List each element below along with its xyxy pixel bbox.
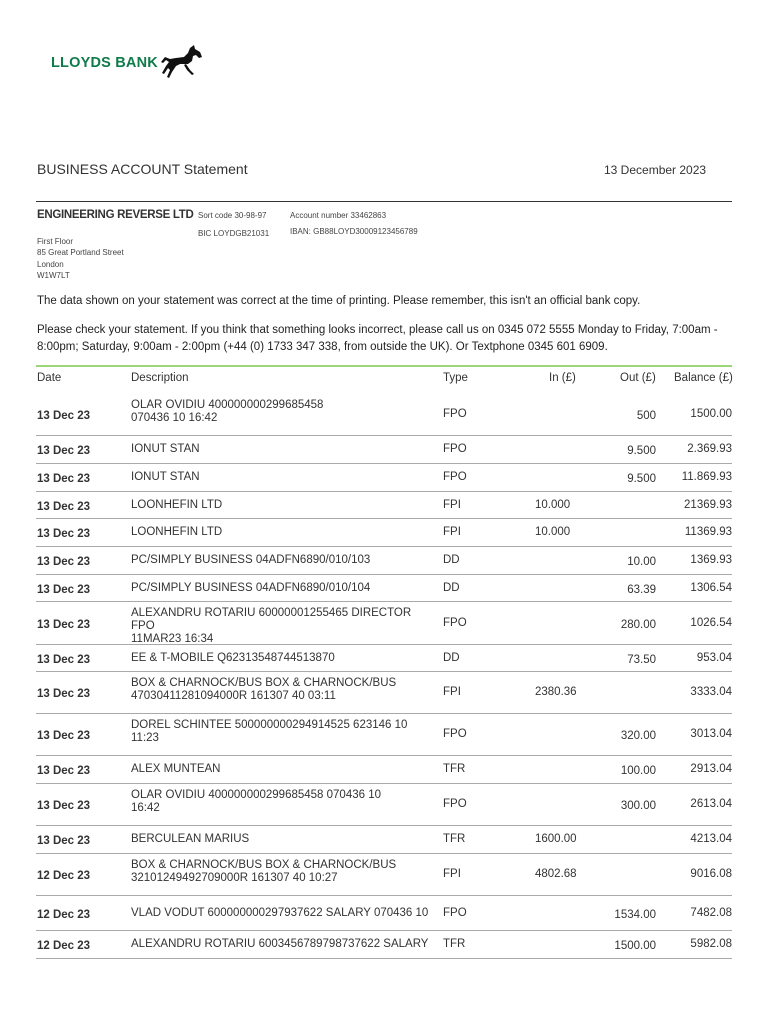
accuracy-notice: The data shown on your statement was correct at the time of printing. Please remember, this isn't an official bank copy. [37, 295, 641, 307]
table-row [36, 713, 732, 756]
row-description: LOONHEFIN LTD [131, 526, 223, 538]
row-description: IONUT STAN [131, 471, 200, 483]
row-date: 12 Dec 23 [37, 908, 91, 921]
row-description: ALEXANDRU ROTARIU 6003456789798737622 SALARY [131, 938, 429, 950]
row-date: 13 Dec 23 [37, 688, 91, 700]
bic: BIC LOYDGB21031 [198, 229, 270, 238]
table-row [36, 825, 732, 854]
table-row [36, 755, 732, 784]
row-type: FPO [443, 616, 467, 629]
row-out-amount: 73.50 [627, 653, 656, 666]
address-line: First Floor [37, 237, 73, 246]
row-description: BOX & CHARNOCK/BUS BOX & CHARNOCK/BUS 32101249492709000R 161307 40 10:27 [131, 859, 397, 884]
col-header-balance: Balance (£) [674, 372, 733, 384]
row-description: ALEXANDRU ROTARIU 60000001255465 DIRECTOR FPO 11MAR23 16:34 [131, 607, 412, 645]
row-description: BERCULEAN MARIUS [131, 833, 250, 845]
row-date: 13 Dec 23 [37, 800, 91, 812]
row-balance: 1026.54 [690, 616, 732, 629]
row-balance: 9016.08 [690, 868, 732, 880]
account-number: Account number 33462863 [290, 211, 387, 220]
row-type: FPO [443, 443, 467, 455]
table-row [36, 491, 732, 519]
iban: IBAN: GB88LOYD30009123456789 [290, 227, 418, 236]
row-out-amount: 1534.00 [614, 908, 656, 921]
row-date: 13 Dec 23 [37, 730, 91, 742]
address-line: W1W7LT [37, 270, 70, 280]
row-balance: 1306.54 [690, 581, 732, 594]
row-date: 13 Dec 23 [37, 445, 91, 457]
row-type: TFR [443, 833, 466, 845]
row-in-amount: 1600.00 [535, 833, 577, 845]
row-description: ALEX MUNTEAN [131, 763, 221, 775]
table-row [36, 393, 732, 436]
row-type: TFR [443, 763, 466, 775]
row-date: 12 Dec 23 [37, 870, 91, 882]
row-date: 13 Dec 23 [37, 473, 91, 485]
row-date: 13 Dec 23 [37, 835, 91, 847]
row-description: PC/SIMPLY BUSINESS 04ADFN6890/010/103 [131, 554, 371, 566]
row-out-amount: 63.39 [627, 583, 656, 596]
row-description: VLAD VODUT 600000000297937622 SALARY 070436 10 [131, 906, 429, 919]
table-row [36, 601, 732, 645]
row-out-amount: 100.00 [620, 765, 656, 777]
row-type: FPI [443, 686, 461, 698]
row-description: LOONHEFIN LTD [131, 498, 223, 511]
row-date: 13 Dec 23 [37, 528, 91, 540]
col-header-out: Out (£) [620, 372, 656, 384]
row-type: TFR [443, 938, 466, 950]
statement-title: BUSINESS ACCOUNT Statement [37, 161, 248, 177]
row-description: BOX & CHARNOCK/BUS BOX & CHARNOCK/BUS 47030411281094000R 161307 40 03:11 [131, 677, 397, 702]
table-row [36, 463, 732, 492]
row-type: DD [443, 581, 460, 594]
row-type: FPI [443, 526, 461, 538]
row-in-amount: 4802.68 [535, 868, 577, 880]
row-balance: 4213.04 [690, 833, 732, 845]
row-description: DOREL SCHINTEE 500000000294914525 623146 10 11:23 [131, 719, 408, 744]
row-type: FPI [443, 498, 461, 511]
statement-date: 13 December 2023 [604, 163, 707, 177]
table-row [36, 671, 732, 714]
col-header-type: Type [443, 372, 468, 384]
row-balance: 2.369.93 [687, 443, 732, 455]
table-row [36, 574, 732, 602]
contact-notice: Please check your statement. If you think that something looks incorrect, please call us on 0345 072 5555 Monday to Friday, 7:00am - 8:00pm; Saturday, 9:00am - 2:00pm (+44 (0) 1733 347 338, from outside the UK). Or Textphone 0345 601 6909. [37, 324, 718, 353]
address-line: 85 Great Portland Street [37, 248, 124, 258]
row-description: EE & T-MOBILE Q62313548744513870 [131, 651, 335, 664]
row-date: 13 Dec 23 [37, 556, 91, 568]
row-out-amount: 9.500 [627, 473, 656, 485]
row-date: 12 Dec 23 [37, 940, 91, 952]
row-type: FPO [443, 798, 467, 810]
row-type: FPO [443, 906, 467, 919]
row-out-amount: 500 [636, 410, 656, 422]
row-balance: 21369.93 [684, 498, 732, 511]
col-header-in: In (£) [549, 372, 576, 384]
row-description: IONUT STAN [131, 443, 200, 455]
row-balance: 3333.04 [690, 686, 732, 698]
table-row [36, 853, 732, 896]
table-row [36, 895, 732, 931]
row-balance: 1500.00 [690, 408, 732, 420]
row-out-amount: 10.00 [627, 556, 656, 568]
table-row [36, 546, 732, 575]
row-out-amount: 280.00 [620, 618, 656, 631]
row-type: DD [443, 651, 460, 664]
row-balance: 11.869.93 [681, 471, 732, 483]
bank-name: LLOYDS BANK [51, 55, 158, 71]
row-out-amount: 320.00 [620, 730, 656, 742]
row-balance: 5982.08 [690, 938, 732, 950]
bank-logo [51, 44, 204, 82]
row-type: FPO [443, 408, 467, 420]
row-description: OLAR OVIDIU 400000000299685458 070436 10 16:42 [131, 789, 382, 814]
row-balance: 3013.04 [690, 728, 732, 740]
row-balance: 7482.08 [690, 906, 732, 919]
row-balance: 953.04 [696, 651, 732, 664]
row-in-amount: 10.000 [535, 498, 571, 511]
col-header-date: Date [37, 372, 62, 384]
col-header-description: Description [131, 372, 189, 384]
row-balance: 11369.93 [684, 526, 732, 538]
row-out-amount: 9.500 [627, 445, 656, 457]
row-out-amount: 1500.00 [614, 940, 656, 952]
row-in-amount: 10.000 [535, 526, 571, 538]
row-type: DD [443, 554, 460, 566]
row-type: FPO [443, 728, 467, 740]
row-date: 13 Dec 23 [37, 583, 91, 596]
row-type: FPI [443, 868, 461, 880]
sort-code: Sort code 30-98-97 [198, 211, 267, 220]
account-holder: ENGINEERING REVERSE LTD [37, 209, 194, 221]
row-balance: 2613.04 [690, 798, 732, 810]
table-row [36, 930, 732, 959]
row-in-amount: 2380.36 [535, 686, 577, 698]
row-date: 13 Dec 23 [37, 618, 91, 631]
row-date: 13 Dec 23 [37, 653, 91, 666]
row-date: 13 Dec 23 [37, 410, 91, 422]
table-row [36, 435, 732, 464]
table-row [36, 518, 732, 547]
header-divider [36, 201, 732, 202]
row-type: FPO [443, 471, 467, 483]
table-top-divider [36, 365, 732, 367]
black-horse-icon [160, 44, 204, 82]
row-description: PC/SIMPLY BUSINESS 04ADFN6890/010/104 [131, 581, 371, 594]
table-row [36, 644, 732, 672]
address-line: London [37, 259, 64, 269]
row-out-amount: 300.00 [620, 800, 656, 812]
row-balance: 2913.04 [690, 763, 732, 775]
row-description: OLAR OVIDIU 400000000299685458 070436 10 16:42 [131, 399, 324, 424]
row-date: 13 Dec 23 [37, 500, 91, 513]
table-row [36, 783, 732, 826]
row-date: 13 Dec 23 [37, 765, 91, 777]
account-address [37, 236, 124, 281]
row-balance: 1369.93 [690, 554, 732, 566]
